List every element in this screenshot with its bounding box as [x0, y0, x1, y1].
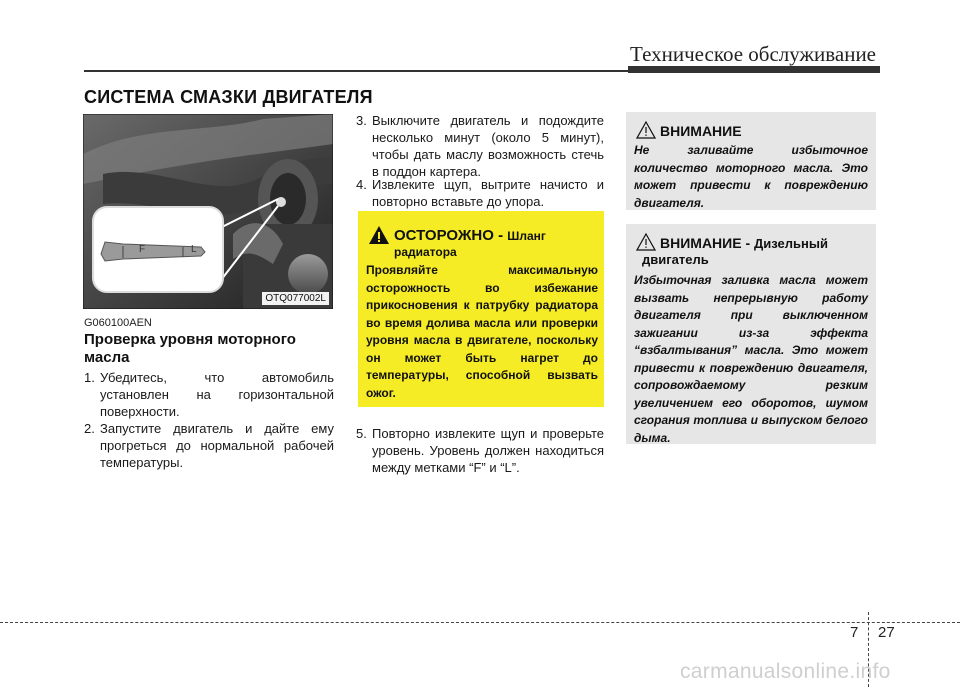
warning-body: Проявляйте максимальную осторожность во избежание прикосновения к патрубку радиатора во время долива масла или проверки уровня масла в двигателе, поскольку он может быть нагрет до температуры, способной вызвать ожог.: [366, 263, 598, 400]
step-item: [84, 369, 334, 420]
dipstick-mark-f: F: [139, 244, 146, 255]
warning-box: [358, 211, 604, 407]
step-item: [356, 176, 604, 210]
step-item: [356, 425, 604, 476]
warning-title-main: ОСТОРОЖНО -: [394, 227, 504, 244]
step-text: Извлеките щуп, вытрите начисто и повторно вставьте до упора.: [372, 177, 604, 209]
step-item: [84, 420, 334, 471]
engine-dipstick-photo: [83, 114, 333, 309]
page-number: 27: [878, 624, 895, 641]
footer-rule: [0, 622, 960, 623]
section-code: G060100AEN: [84, 317, 152, 329]
caution-box-diesel: [626, 224, 876, 444]
step-number: 3.: [356, 113, 367, 128]
caution-triangle-icon: [636, 233, 656, 251]
caution-body: Избыточная заливка масла может вызвать непрерывную работу двигателя при выключенном зажигании из-за эффекта “взбалтывания” масла. Это может привести к повреждению двигателя, сопровождаемому резким увеличением его оборотов, шумом сгорания топлива и выпуском белого дыма.: [634, 273, 868, 445]
caution-title-suffix: Дизельный: [754, 236, 828, 251]
step-text: Убедитесь, что автомобиль установлен на горизонтальной поверхности.: [100, 370, 334, 419]
photo-caption: OTQ077002L: [262, 292, 329, 305]
step-text: Выключите двигатель и подождите несколько минут (около 5 минут), чтобы дать маслу возможность стечь в поддон картера.: [372, 113, 604, 179]
chapter-number: 7: [850, 624, 859, 641]
header-rule-accent: [628, 66, 880, 73]
caution-box: [626, 112, 876, 210]
section-title: СИСТЕМА СМАЗКИ ДВИГАТЕЛЯ: [84, 87, 373, 107]
warning-triangle-icon: [368, 225, 390, 245]
step-number: 5.: [356, 426, 367, 441]
sub-heading: Проверка уровня моторного масла: [84, 331, 296, 366]
step-text: Повторно извлеките щуп и проверьте уровень. Уровень должен находиться между метками “F” и “L”.: [372, 426, 604, 475]
caution-subtitle: двигатель: [642, 252, 709, 267]
caution-title: ВНИМАНИЕ: [660, 123, 742, 139]
warning-title-suffix: Шланг: [507, 229, 546, 243]
engine-illustration: [83, 114, 333, 309]
caution-title-main: ВНИМАНИЕ -: [660, 235, 751, 251]
caution-body: Не заливайте избыточное количество моторного масла. Это может привести к повреждению двигателя.: [634, 143, 868, 210]
dipstick-mark-l: L: [191, 244, 197, 255]
caution-triangle-icon: [636, 121, 656, 139]
caution-title: [660, 235, 828, 251]
running-header: Техническое обслуживание: [630, 42, 876, 66]
step-text: Запустите двигатель и дайте ему прогреться до нормальной рабочей температуры.: [100, 421, 334, 470]
step-number: 2.: [84, 421, 95, 436]
step-number: 4.: [356, 177, 367, 192]
warning-title: [394, 227, 546, 244]
watermark: carmanualsonline.info: [680, 660, 891, 683]
warning-subtitle: радиатора: [394, 245, 457, 259]
step-number: 1.: [84, 370, 95, 385]
step-item: [356, 112, 604, 180]
